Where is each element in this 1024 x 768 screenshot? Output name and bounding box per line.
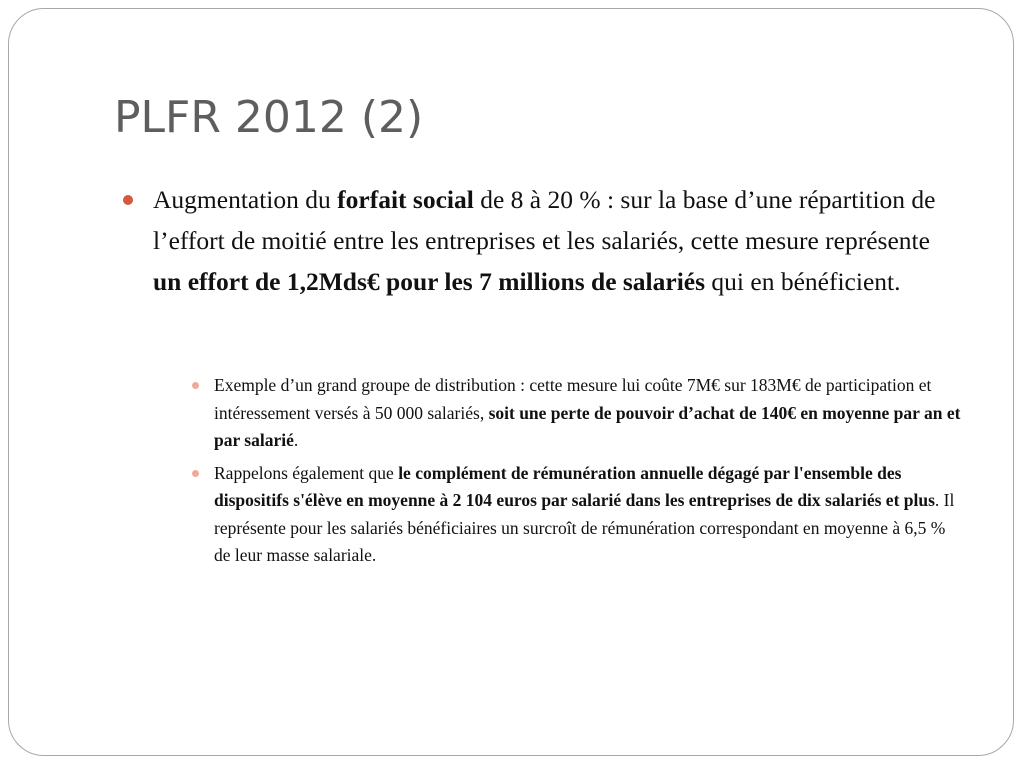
sub1-text-1: Exemple d’un grand groupe de distribution : cette mesure lui coûte 7M€ sur 183M€ de participation et intéressement versés à 50 000 salariés, <box>214 375 932 423</box>
main-text-3: qui en bénéficient. <box>705 267 901 296</box>
sub1-text-2: . <box>293 430 299 450</box>
sub-bullet-list <box>192 372 962 575</box>
sub2-bold-1: le complément de rémunération annuelle dégagé par l'ensemble des dispositifs s'élève en moyenne à 2 104 euros par salarié dans les entreprises de dix salariés et plus <box>214 462 935 510</box>
sub-bullet-item-2 <box>192 460 962 570</box>
main-bold-1: forfait social <box>337 185 474 214</box>
slide-title: PLFR 2012 (2) <box>114 92 424 143</box>
bullet-dot-icon <box>123 195 133 205</box>
slide <box>8 8 1014 756</box>
sub-bullet-item-1 <box>192 372 962 455</box>
sub-bullet-dot-icon <box>192 470 199 477</box>
main-bullet-item <box>123 179 953 302</box>
sub-bullet-dot-icon <box>192 382 199 389</box>
bullet-list <box>123 179 953 302</box>
sub1-bold-1: soit une perte de pouvoir d’achat de 140€ en moyenne par an et par salarié <box>214 402 961 450</box>
main-text-1: Augmentation du <box>153 185 338 214</box>
main-text-2: de 8 à 20 % : sur la base d’une répartition de l’effort de moitié entre les entreprises et les salariés, cette mesure représente <box>153 185 936 255</box>
sub2-text-1: Rappelons également que <box>214 462 399 483</box>
sub2-text-2: . Il représente pour les salariés bénéficiaires un surcroît de rémunération correspondant en moyenne à 6,5 % de leur masse salariale. <box>214 490 955 565</box>
main-bold-2: un effort de 1,2Mds€ pour les 7 millions de salariés <box>153 267 706 296</box>
